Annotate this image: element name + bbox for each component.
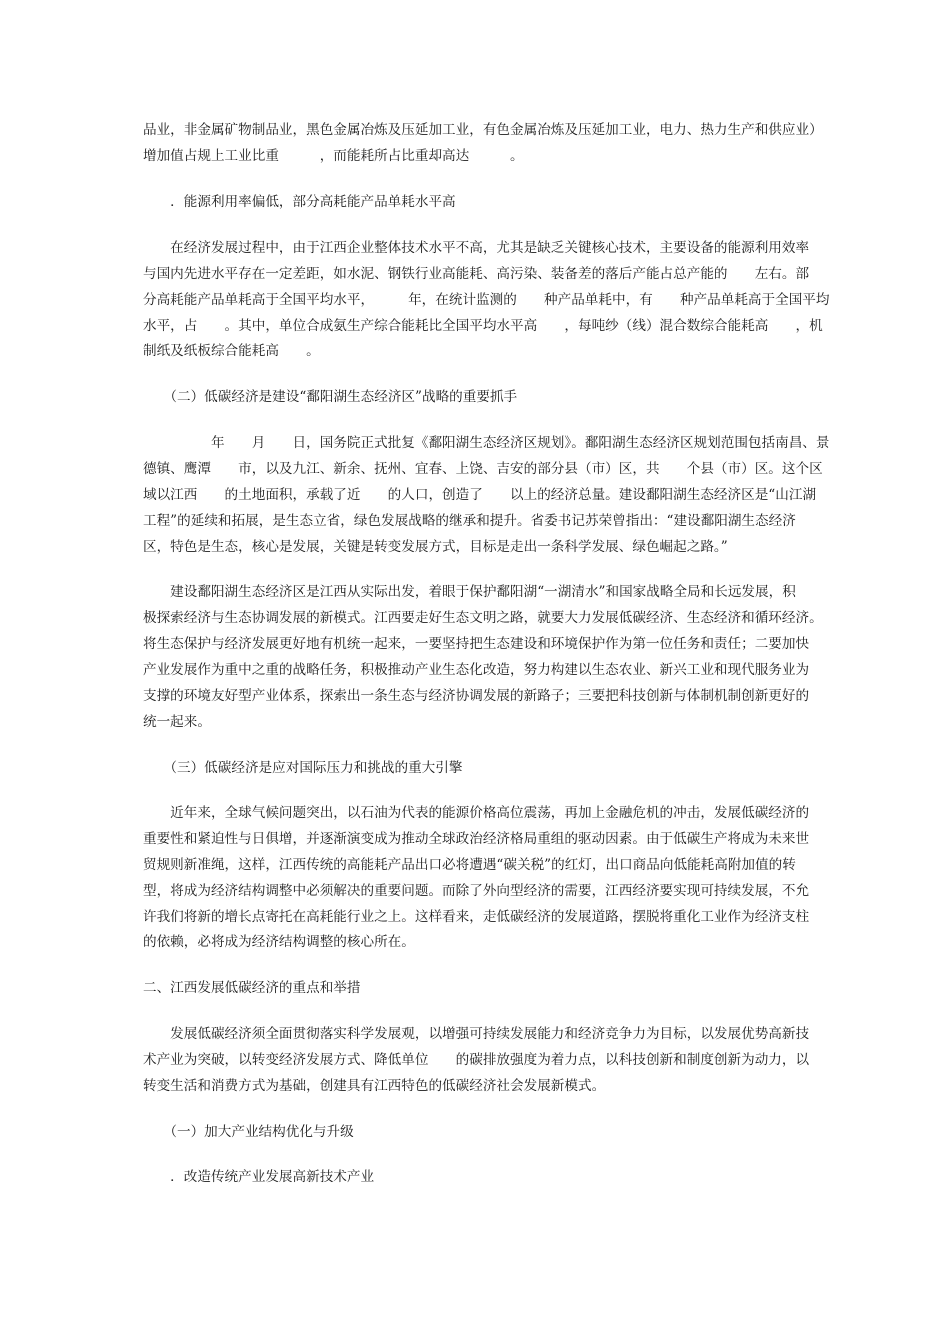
paragraph-line: 型，将成为经济结构调整中必须解决的重要问题。而除了外向型经济的需要，江西经济要实现可持续发展，不允: [143, 883, 810, 899]
paragraph-line: 与国内先进水平存在一定差距，如水泥、钢铁行业高能耗、高污染、装备差的落后产能占总产能的 左右。部: [143, 266, 810, 282]
paragraph-line: 贸规则新准绳，这样，江西传统的高能耗产品出口必将遭遇“碳关税”的红灯，出口商品向低能耗高附加值的转: [143, 857, 796, 873]
section-heading: （三）低碳经济是应对国际压力和挑战的重大引擎: [143, 760, 463, 776]
paragraph-line: 许我们将新的增长点寄托在高耗能行业之上。这样看来，走低碳经济的发展道路，摆脱将重化工业作为经济支柱: [143, 909, 810, 925]
paragraph-line: 增加值占规上工业比重 ，而能耗所占比重却高达 。: [143, 148, 524, 164]
paragraph-line: 分高耗能产品单耗高于全国平均水平， 年，在统计监测的 种产品单耗中，有 种产品单耗高于全国平均: [143, 292, 830, 308]
paragraph-line: 统一起来。: [143, 714, 211, 730]
paragraph-line: 支撑的环境友好型产业体系，探索出一条生态与经济协调发展的新路子；三要把科技创新与体制机制创新更好的: [143, 688, 810, 704]
paragraph-line: 年 月 日，国务院正式批复《鄱阳湖生态经济区规划》。鄱阳湖生态经济区规划范围包括南昌、景: [143, 435, 830, 451]
paragraph-line: 术产业为突破，以转变经济发展方式、降低单位 的碳排放强度为着力点，以科技创新和制度创新为动力，以: [143, 1052, 810, 1068]
paragraph-line: 区，特色是生态，核心是发展，关键是转变发展方式，目标是走出一条科学发展、绿色崛起之路。”: [143, 539, 728, 555]
paragraph-line: 建设鄱阳湖生态经济区是江西从实际出发，着眼于保护鄱阳湖“一湖清水”和国家战略全局和长远发展，积: [143, 584, 796, 600]
paragraph-line: 重要性和紧迫性与日俱增，并逐渐演变成为推动全球政治经济格局重组的驱动因素。由于低碳生产将成为未来世: [143, 831, 810, 847]
paragraph-line: 的依赖，必将成为经济结构调整的核心所在。: [143, 934, 415, 950]
paragraph-line: 工程”的延续和拓展，是生态立省，绿色发展战略的继承和提升。省委书记苏荣曾指出：“建设鄱阳湖生态经济: [143, 513, 796, 529]
paragraph-line: 品业，非金属矿物制品业，黑色金属冶炼及压延加工业，有色金属冶炼及压延加工业，电力、热力生产和供应业）: [143, 122, 823, 138]
paragraph-line: 德镇、鹰潭 市，以及九江、新余、抚州、宜春、上饶、吉安的部分县（市）区，共 个县（市）区。这个区: [143, 461, 823, 477]
section-heading: （二）低碳经济是建设“鄱阳湖生态经济区”战略的重要抓手: [143, 389, 518, 405]
paragraph-line: 极探索经济与生态协调发展的新模式。江西要走好生态文明之路，就要大力发展低碳经济、生态经济和循环经济。: [143, 610, 823, 626]
paragraph-line: 在经济发展过程中，由于江西企业整体技术水平不高，尤其是缺乏关键核心技术，主要设备的能源利用效率: [143, 240, 810, 256]
paragraph-line: 制纸及纸板综合能耗高 。: [143, 343, 320, 359]
paragraph-line: 将生态保护与经济发展更好地有机统一起来，一要坚持把生态建设和环境保护作为第一位任务和责任；二要加快: [143, 636, 810, 652]
section-heading: 二、江西发展低碳经济的重点和举措: [143, 980, 361, 996]
section-heading: （一）加大产业结构优化与升级: [143, 1124, 354, 1140]
paragraph-line: 产业发展作为重中之重的战略任务，积极推动产业生态化改造，努力构建以生态农业、新兴工业和现代服务业为: [143, 662, 810, 678]
section-heading: ．改造传统产业发展高新技术产业: [143, 1169, 375, 1185]
paragraph-line: 水平，占 。其中，单位合成氨生产综合能耗比全国平均水平高 ，每吨纱（线）混合数综合能耗高 ，机: [143, 318, 823, 334]
paragraph-line: 域以江西 的土地面积，承载了近 的人口，创造了 以上的经济总量。建设鄱阳湖生态经济区是“山江湖: [143, 487, 817, 503]
section-heading: ．能源利用率偏低，部分高耗能产品单耗水平高: [143, 194, 456, 210]
paragraph-line: 近年来，全球气候问题突出，以石油为代表的能源价格高位震荡，再加上金融危机的冲击，发展低碳经济的: [143, 805, 810, 821]
paragraph-line: 转变生活和消费方式为基础，创建具有江西特色的低碳经济社会发展新模式。: [143, 1078, 606, 1094]
paragraph-line: 发展低碳经济须全面贯彻落实科学发展观，以增强可持续发展能力和经济竞争力为目标，以发展优势高新技: [143, 1026, 810, 1042]
